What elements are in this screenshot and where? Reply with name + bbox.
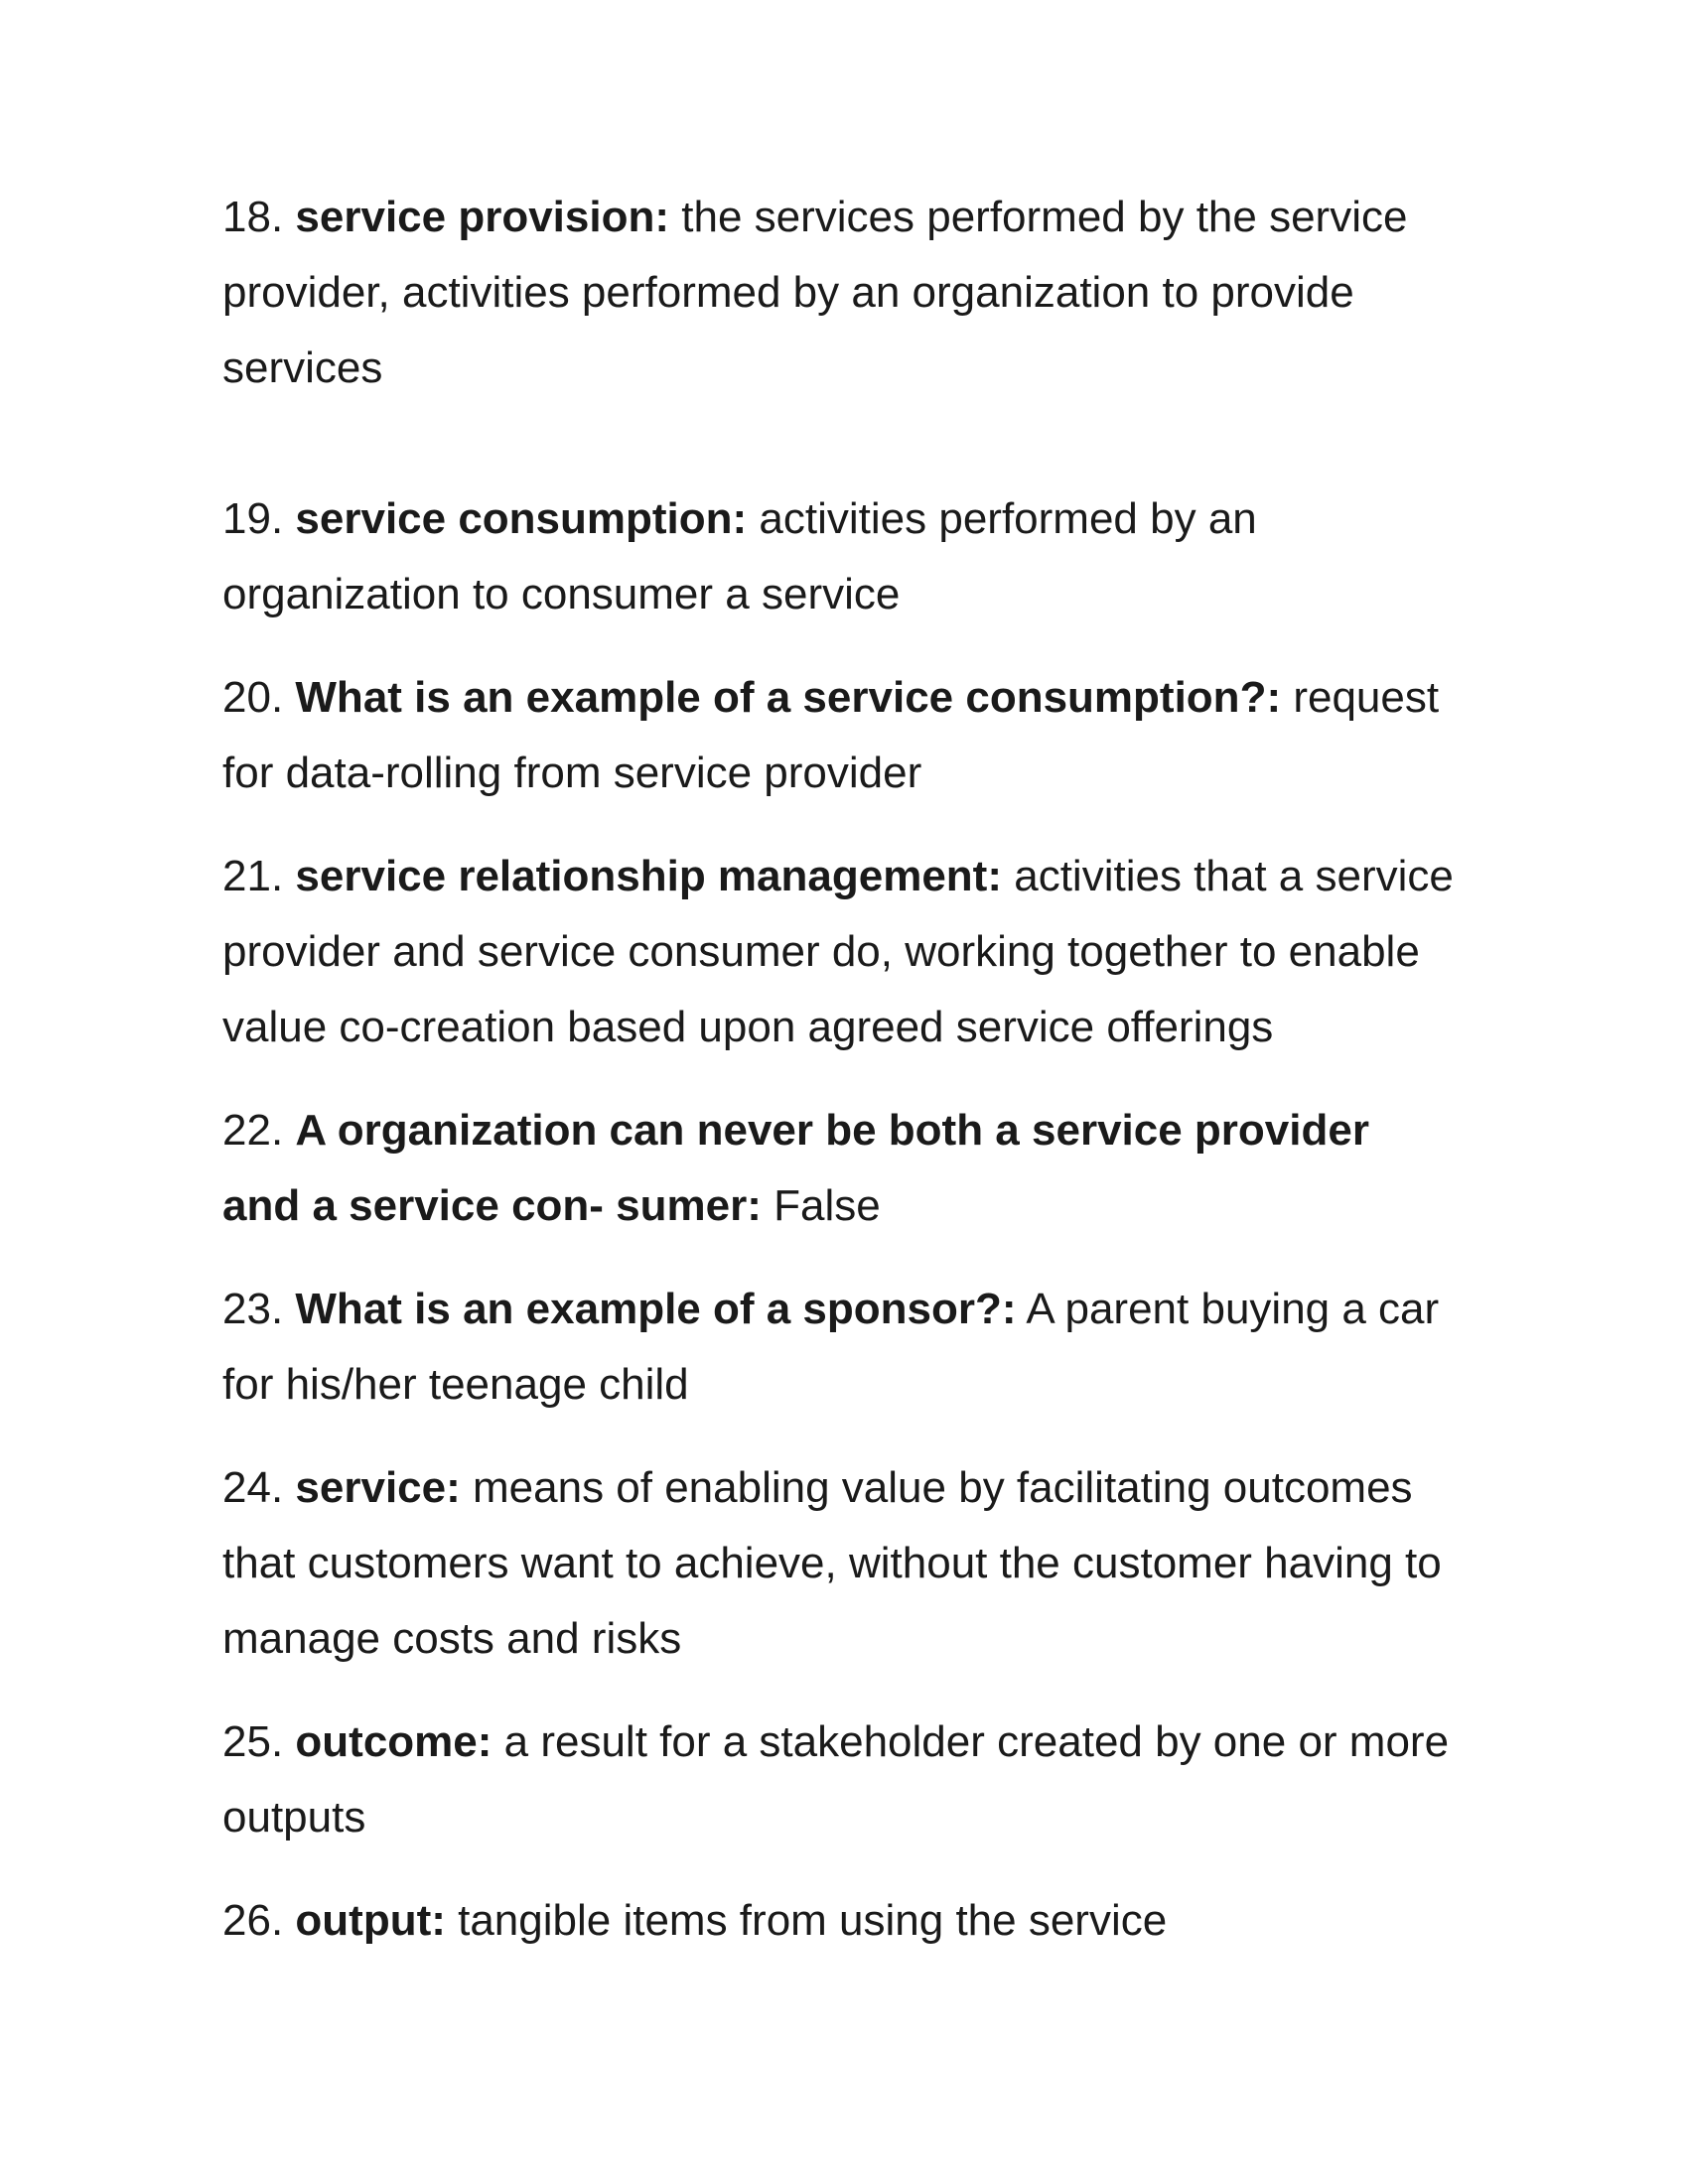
item-definition: means of enabling value by facilitating outcomes that customers want to achieve, without the customer having to manage costs and risks (222, 1463, 1442, 1663)
item-definition: activities that a service provider and service consumer do, working together to enable value co-creation based upon agreed service offerings (222, 852, 1454, 1051)
item-term: What is an example of a sponsor?: (295, 1285, 1017, 1333)
item-number: 26. (222, 1896, 284, 1945)
glossary-item (222, 1272, 1455, 1423)
item-term: service consumption: (295, 494, 748, 543)
glossary-item (222, 660, 1455, 811)
item-number: 18. (222, 193, 284, 241)
item-definition: tangible items from using the service (458, 1896, 1168, 1945)
item-number: 25. (222, 1717, 284, 1766)
item-term: What is an example of a service consumption?: (295, 673, 1282, 722)
item-number: 20. (222, 673, 284, 722)
glossary-item (222, 180, 1455, 406)
item-number: 23. (222, 1285, 284, 1333)
item-definition: a result for a stakeholder created by one or more outputs (222, 1717, 1450, 1842)
item-definition: False (774, 1181, 881, 1230)
glossary-item (222, 839, 1455, 1065)
glossary-item (222, 481, 1455, 632)
item-definition: activities performed by an organization to consumer a service (222, 494, 1257, 618)
item-definition: A parent buying a car for his/her teenage child (222, 1285, 1440, 1409)
glossary-item (222, 1093, 1455, 1244)
item-number: 21. (222, 852, 284, 900)
item-term: service: (295, 1463, 461, 1512)
glossary-list (222, 180, 1455, 1959)
item-number: 24. (222, 1463, 284, 1512)
item-term: outcome: (295, 1717, 492, 1766)
item-number: 22. (222, 1106, 284, 1155)
glossary-item (222, 1705, 1455, 1855)
item-term: service provision: (295, 193, 670, 241)
item-definition: the services performed by the service provider, activities performed by an organization to provide services (222, 193, 1408, 392)
glossary-item (222, 1450, 1455, 1677)
item-number: 19. (222, 494, 284, 543)
item-term: service relationship management: (295, 852, 1002, 900)
item-term: A organization can never be both a service provider and a service con- sumer: (222, 1106, 1369, 1230)
glossary-item (222, 1883, 1455, 1959)
item-term: output: (295, 1896, 446, 1945)
item-definition: request for data-rolling from service provider (222, 673, 1440, 797)
